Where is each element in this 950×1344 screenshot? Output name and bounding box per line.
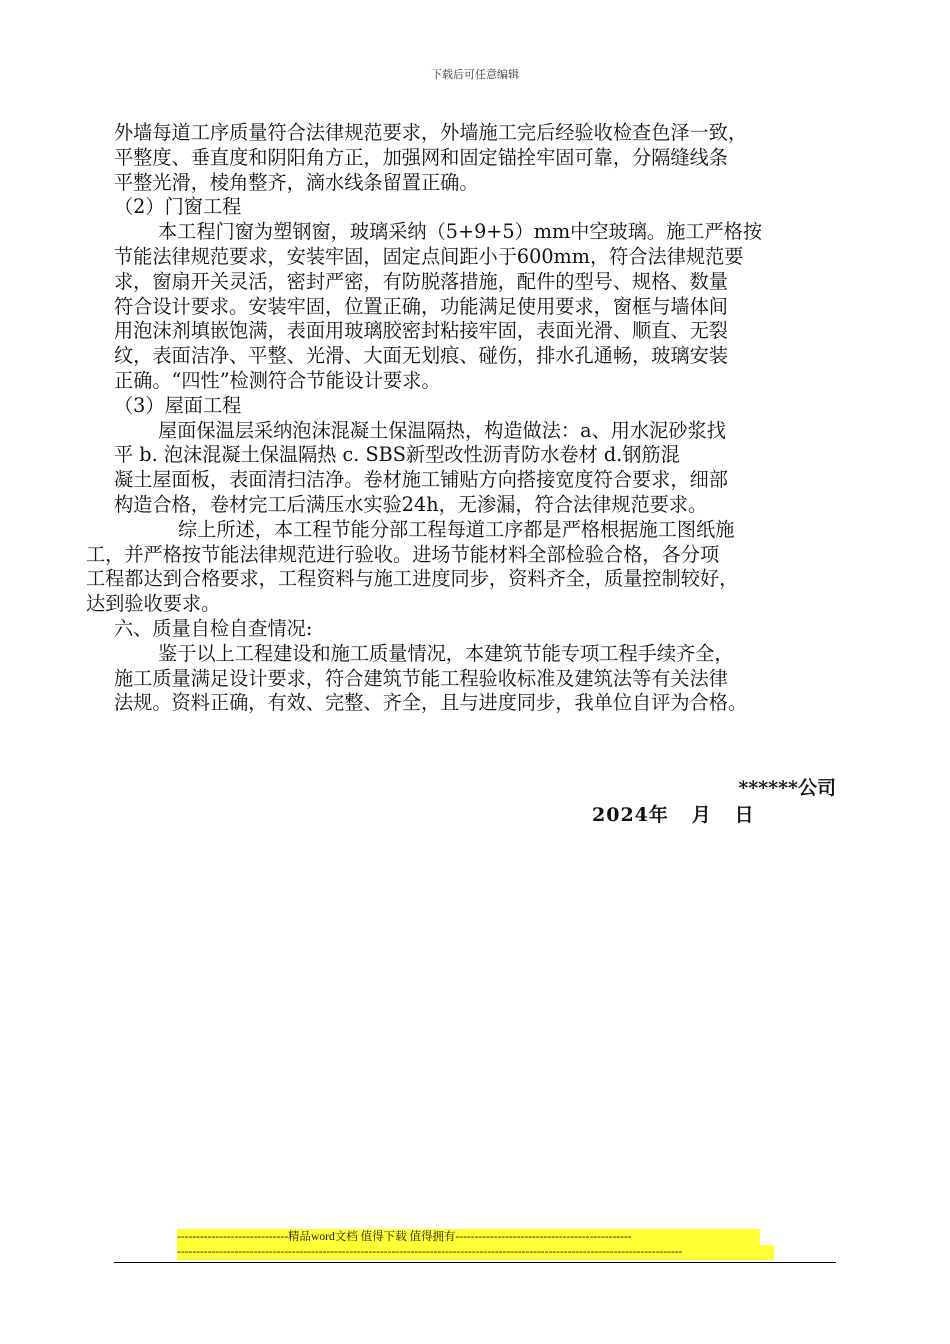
body-line: 综上所述，本工程节能分部工程每道工序都是严格根据施工图纸施 (178, 517, 735, 541)
page-header: 下载后可任意编辑 (431, 68, 519, 81)
body-line: 节能法律规范要求，安装牢固，固定点间距小于600mm，符合法律规范要 (114, 244, 744, 268)
footer-banner-dashes: ------------------------------------------------------------------------------------------------------------------------------------ (177, 1245, 774, 1260)
body-line: 符合设计要求。安装牢固，位置正确，功能满足使用要求，窗框与墙体间 (114, 294, 728, 318)
body-line: 工程都达到合格要求，工程资料与施工进度同步，资料齐全，质量控制较好， (86, 567, 739, 591)
body-line: （2）门窗工程 (114, 195, 242, 219)
body-line: 屋面保温层采纳泡沫混凝土保温隔热，构造做法：a、用水泥砂浆找 (158, 418, 726, 442)
body-line: 六、质量自检自查情况: (114, 616, 313, 640)
footer-divider (114, 1262, 836, 1263)
body-line: 法规。资料正确，有效、完整、齐全，且与进度同步，我单位自评为合格。 (114, 691, 748, 715)
company-signature: ******公司 (738, 777, 836, 799)
body-line: 施工质量满足设计要求，符合建筑节能工程验收标准及建筑法等有关法律 (114, 666, 728, 690)
body-line: 平整度、垂直度和阴阳角方正，加强网和固定锚拴牢固可靠，分隔缝线条 (114, 145, 728, 169)
document-body (86, 121, 856, 716)
body-line: 求，窗扇开关灵活，密封严密，有防脱落措施，配件的型号、规格、数量 (114, 269, 728, 293)
body-line: 用泡沫剂填嵌饱满，表面用玻璃胶密封粘接牢固，表面光滑、顺直、无裂 (114, 319, 728, 343)
body-line: 纹，表面洁净、平整、光滑、大面无划痕、碰伤，排水孔通畅，玻璃安装 (114, 344, 728, 368)
body-line: 平整光滑，棱角整齐，滴水线条留置正确。 (114, 170, 479, 194)
body-line: 构造合格，卷材完工后满压水实验24h，无渗漏，符合法律规范要求。 (114, 492, 708, 516)
body-line: 正确。“四性”检测符合节能设计要求。 (114, 368, 441, 392)
body-line: 达到验收要求。 (86, 592, 221, 616)
body-line: 鉴于以上工程建设和施工质量情况，本建筑节能专项工程手续齐全， (158, 641, 734, 665)
body-line: 平 b. 泡沫混凝土保温隔热 c. SBS新型改性沥青防水卷材 d.钢筋混 (114, 443, 680, 467)
footer-banner: -----------------------------精品word文档 值得下载 值得拥有---------------------------------------------- (177, 1229, 760, 1245)
body-line: 外墙每道工序质量符合法律规范要求，外墙施工完后经验收检查色泽一致， (114, 121, 748, 144)
body-line: 工，并严格按节能法律规范进行验收。进场节能材料全部检验合格，各分项 (86, 542, 720, 566)
body-line: 本工程门窗为塑钢窗，玻璃采纳（5+9+5）mm中空玻璃。施工严格按 (158, 220, 763, 244)
signature-date: 2024年 月 日 (592, 804, 755, 826)
body-line: 凝土屋面板，表面清扫洁净。卷材施工铺贴方向搭接宽度符合要求，细部 (114, 468, 728, 492)
body-line: （3）屋面工程 (114, 393, 242, 417)
